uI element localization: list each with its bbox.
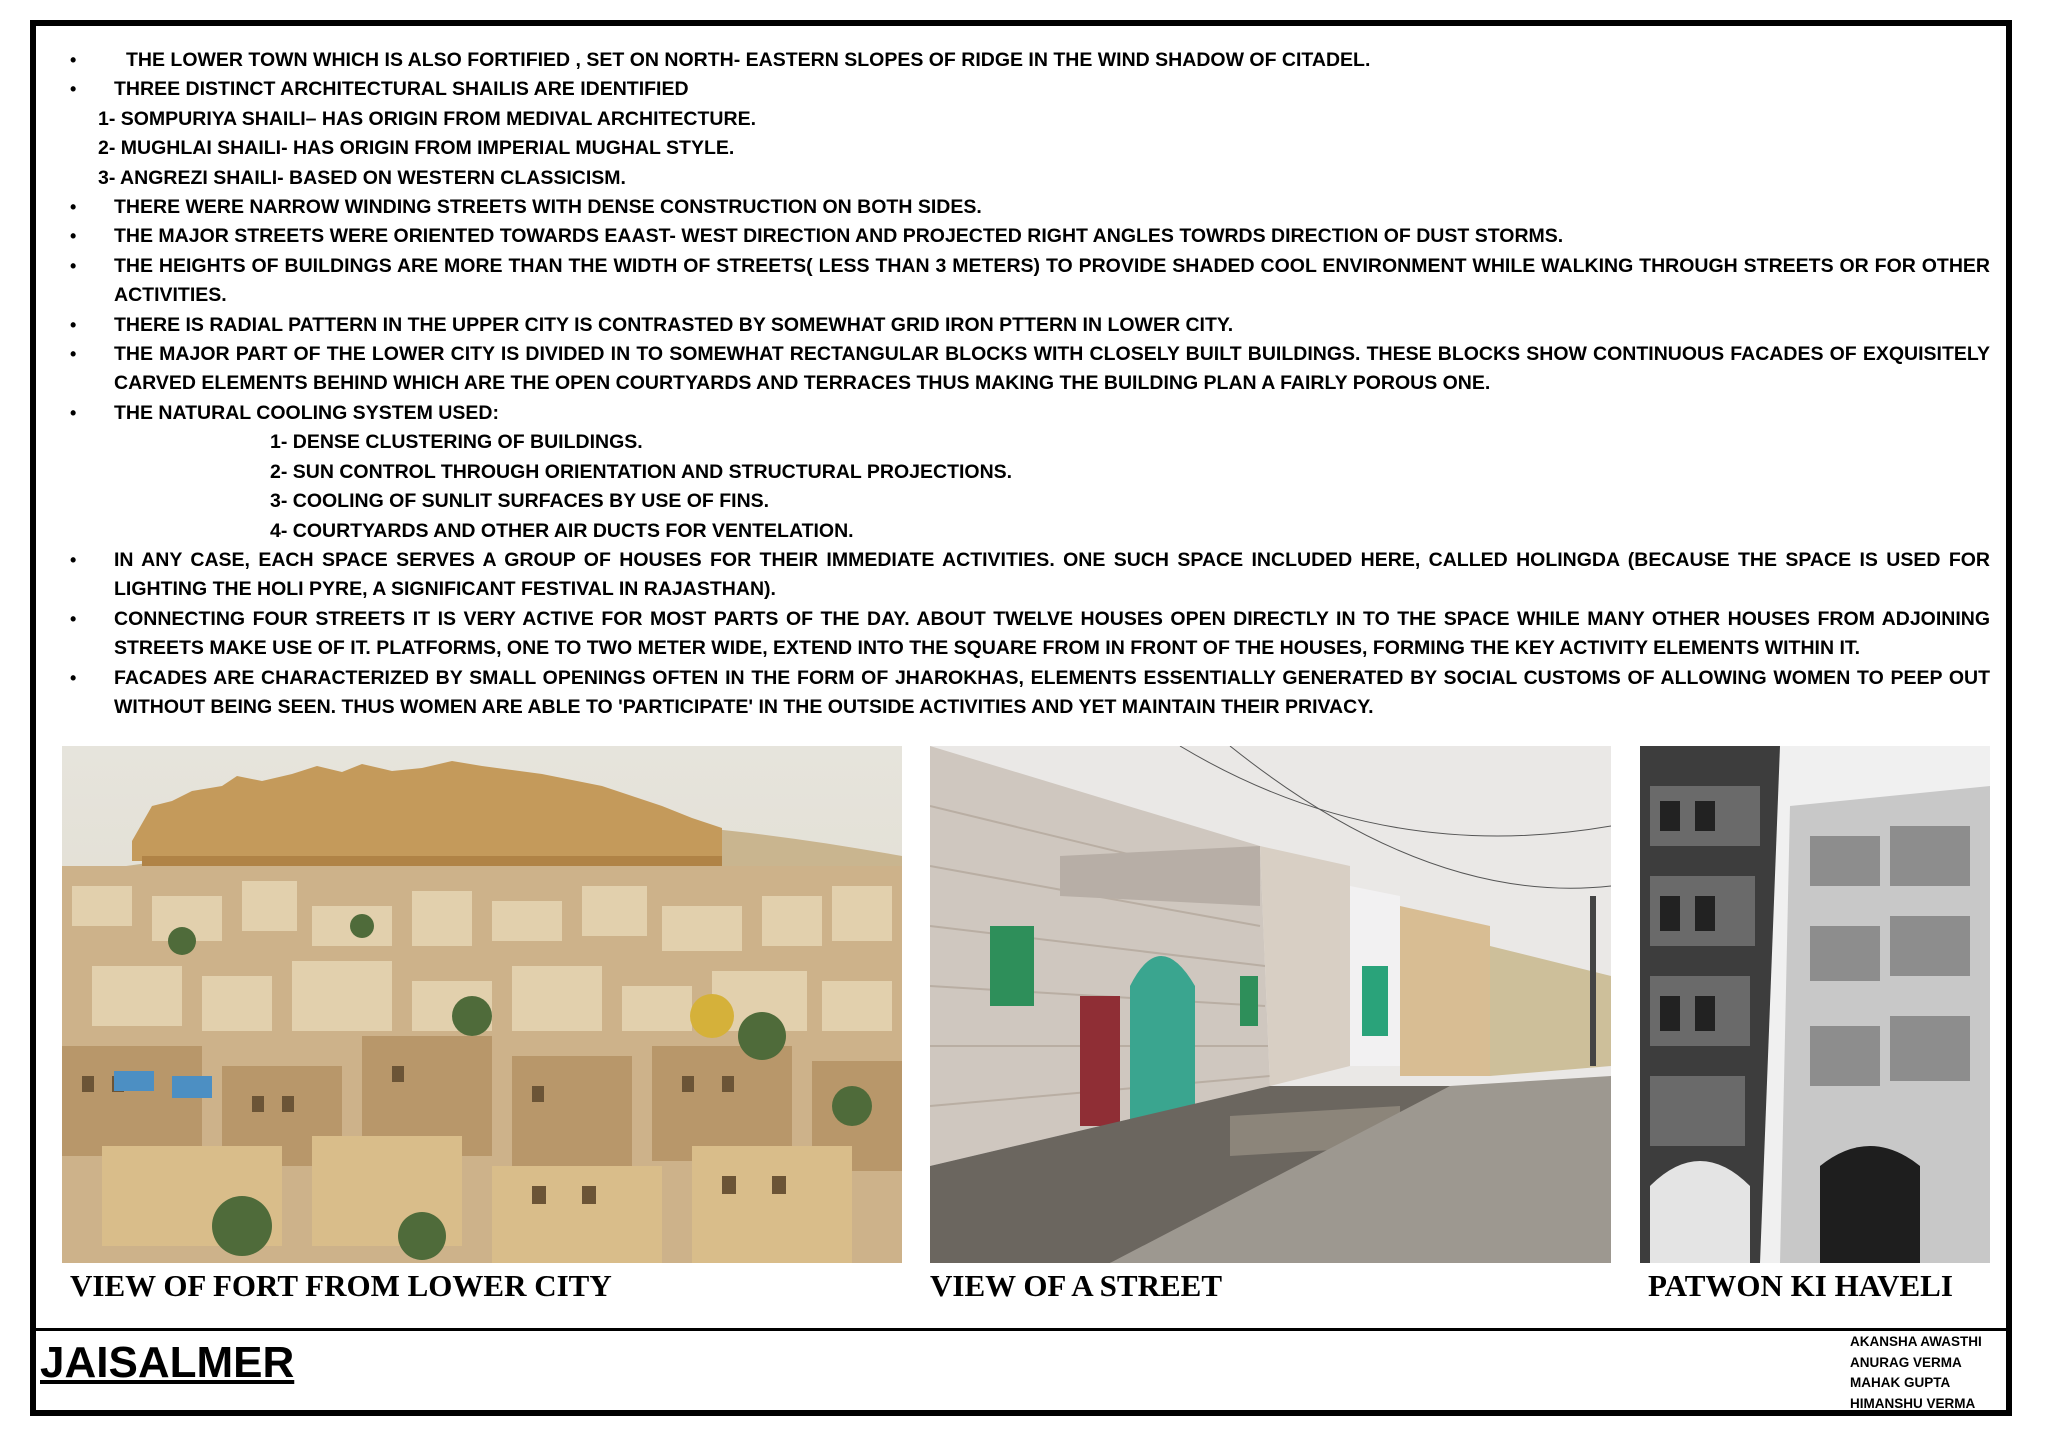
- bullet-dot: •: [70, 608, 77, 629]
- bullet-item: [64, 340, 1990, 399]
- bullet-dot: •: [70, 314, 77, 335]
- shaili-item: 1- SOMPURIYA SHAILI– HAS ORIGIN FROM MEDIVAL ARCHITECTURE.: [98, 107, 756, 130]
- bullet-dot: •: [70, 197, 77, 218]
- text-body: [64, 46, 1990, 722]
- bullet-dot: •: [70, 344, 77, 365]
- bullet-item: [64, 399, 1990, 428]
- page-title: JAISALMER: [40, 1338, 295, 1387]
- bullet-item: [64, 664, 1990, 723]
- bullet-item: [64, 252, 1990, 311]
- author-list: [1850, 1332, 1982, 1414]
- bullet-dot: •: [70, 50, 77, 70]
- bullet-text: THE LOWER TOWN WHICH IS ALSO FORTIFIED , SET ON NORTH- EASTERN SLOPES OF RIDGE IN THE WIND SHADOW OF CITADEL.: [126, 49, 1371, 71]
- author-name: MAHAK GUPTA: [1850, 1375, 1951, 1390]
- bullet-text: THE NATURAL COOLING SYSTEM USED:: [114, 401, 499, 424]
- bullet-item: [64, 546, 1990, 605]
- street-photo: [930, 746, 1611, 1263]
- cooling-item: 4- COURTYARDS AND OTHER AIR DUCTS FOR VENTELATION.: [270, 519, 854, 542]
- haveli-photo: [1640, 746, 1990, 1263]
- footer-divider: [36, 1328, 2006, 1331]
- bullet-text: THREE DISTINCT ARCHITECTURAL SHAILIS ARE IDENTIFIED: [114, 78, 689, 101]
- bullet-dot: •: [70, 402, 77, 423]
- bullet-text: THE MAJOR PART OF THE LOWER CITY IS DIVIDED IN TO SOMEWHAT RECTANGULAR BLOCKS WITH CLOSELY BUILT BUILDINGS. THESE BLOCKS SHOW CONTINUOUS FACADES OF EXQUISITELY CARVED ELEMENTS BEHIND WHICH ARE THE OPEN COURTYARDS AND TERRACES THUS MAKING THE BUILDING PLAN A FAIRLY POROUS ONE.: [114, 343, 1990, 395]
- fort-caption: VIEW OF FORT FROM LOWER CITY: [70, 1268, 612, 1303]
- cooling-item: 3- COOLING OF SUNLIT SURFACES BY USE OF FINS.: [270, 490, 770, 513]
- bullet-text: THE MAJOR STREETS WERE ORIENTED TOWARDS EAAST- WEST DIRECTION AND PROJECTED RIGHT ANGLES TOWRDS DIRECTION OF DUST STORMS.: [114, 225, 1564, 248]
- bullet-item: [64, 46, 1990, 75]
- cooling-item: 2- SUN CONTROL THROUGH ORIENTATION AND STRUCTURAL PROJECTIONS.: [270, 460, 1013, 483]
- bullet-item: [64, 75, 1990, 104]
- cooling-item: 1- DENSE CLUSTERING OF BUILDINGS.: [270, 431, 643, 454]
- bullet-item: [64, 193, 1990, 222]
- bullet-dot: •: [70, 226, 77, 247]
- bullet-dot: •: [70, 667, 77, 688]
- bullet-item: [64, 222, 1990, 251]
- bullet-text: CONNECTING FOUR STREETS IT IS VERY ACTIVE FOR MOST PARTS OF THE DAY. ABOUT TWELVE HOUSES OPEN DIRECTLY IN TO THE SPACE WHILE MANY OTHER HOUSES FROM ADJOINING STREETS MAKE USE OF IT. PLATFORMS, ONE TO TWO METER WIDE, EXTEND INTO THE SQUARE FROM IN FRONT OF THE HOUSES, FORMING THE KEY ACTIVITY ELEMENTS WITHIN IT.: [114, 607, 1990, 660]
- fort-photo: [62, 746, 902, 1263]
- author-name: AKANSHA AWASTHI: [1850, 1334, 1982, 1349]
- shaili-item: 3- ANGREZI SHAILI- BASED ON WESTERN CLASSICISM.: [98, 166, 626, 189]
- author-name: HIMANSHU VERMA: [1850, 1395, 1976, 1411]
- bullet-text: IN ANY CASE, EACH SPACE SERVES A GROUP OF HOUSES FOR THEIR IMMEDIATE ACTIVITIES. ONE SUCH SPACE INCLUDED HERE, CALLED HOLINGDA (BECAUSE THE SPACE IS USED FOR LIGHTING THE HOLI PYRE, A SIGNIFICANT FESTIVAL IN RAJASTHAN).: [114, 548, 1990, 601]
- author-name: ANURAG VERMA: [1850, 1354, 1962, 1370]
- haveli-caption: PATWON KI HAVELI: [1648, 1268, 1953, 1303]
- bullet-item: [64, 311, 1990, 340]
- bullet-text: THERE IS RADIAL PATTERN IN THE UPPER CITY IS CONTRASTED BY SOMEWHAT GRID IRON PTTERN IN LOWER CITY.: [114, 313, 1234, 336]
- bullet-dot: •: [70, 549, 77, 570]
- bullet-item: [64, 605, 1990, 664]
- street-caption: VIEW OF A STREET: [930, 1268, 1223, 1303]
- bullet-dot: •: [70, 255, 77, 276]
- bullet-text: THE HEIGHTS OF BUILDINGS ARE MORE THAN THE WIDTH OF STREETS( LESS THAN 3 METERS) TO PROVIDE SHADED COOL ENVIRONMENT WHILE WALKING THROUGH STREETS OR FOR OTHER ACTIVITIES.: [114, 254, 1990, 307]
- bullet-text: FACADES ARE CHARACTERIZED BY SMALL OPENINGS OFTEN IN THE FORM OF JHAROKHAS, ELEMENTS ESSENTIALLY GENERATED BY SOCIAL CUSTOMS OF ALLOWING WOMEN TO PEEP OUT WITHOUT BEING SEEN. THUS WOMEN ARE ABLE TO 'PARTICIPATE' IN THE OUTSIDE ACTIVITIES AND YET MAINTAIN THEIR PRIVACY.: [114, 666, 1990, 718]
- shaili-item: 2- MUGHLAI SHAILI- HAS ORIGIN FROM IMPERIAL MUGHAL STYLE.: [98, 137, 735, 160]
- bullet-dot: •: [70, 79, 77, 100]
- bullet-text: THERE WERE NARROW WINDING STREETS WITH DENSE CONSTRUCTION ON BOTH SIDES.: [114, 196, 982, 219]
